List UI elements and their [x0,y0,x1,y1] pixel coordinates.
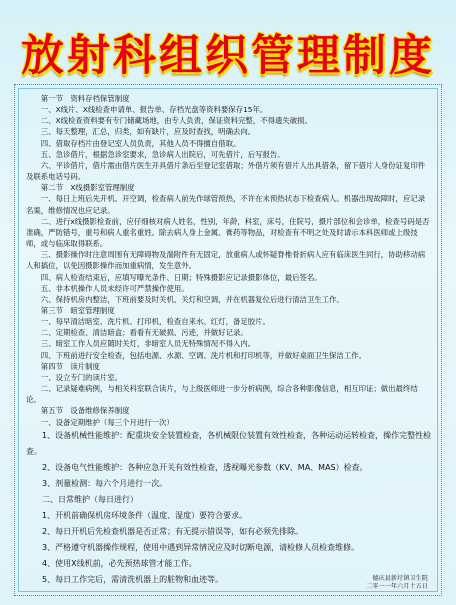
section-item: 六、平诊借片，借片需由借片医生开具借片条后至登记室借取；外借片须有借片人出具借条，留下借片人身份证复印件及联系电话号码。 [26,160,426,182]
section-item: 五、急诊借片，根据急诊室要求，急诊病人出院后，可先借片，后写报告。 [40,149,285,159]
maintenance-item: 3、严格遵守机器操作规程，使用中遇到异常情况应及时切断电源，请检修人员检查维修。 [42,542,360,552]
section-item: 一、每日上班后先开机、开空调，检查病人前先作球管预热，不许在未预热状态下检查病人。机器出现故障时，应记录名案，维修情况也应记录。 [26,194,426,215]
maintenance-item: 3、剂量检测：每六个月进行一次。 [42,478,168,488]
footer-signature [366,575,428,591]
section-item: 四、下班前进行安全检查，包括电源、水源、空调、洗片机和打印机等，并做好桌面卫生保洁工作。 [40,350,366,360]
section-item: 二、记录疑难病例，与相关科室联合读片，与上级医师进一步分析病例，综合各种影像信息，相互印证；做出最终结论。 [26,384,418,405]
section-item: 二、进行x线摄影检查前，应仔细核对病人姓名，性别，年龄，科室，床号，住院号，摄片部位和会诊单，检查号码是否准确，严防错号，重号和病人重名重姓。除去病人身上金属、膏药等物品，对检查有不明之处及时请示本科医师或上级技师，或与临床取得联系。 [26,216,430,249]
section-item: 一、设立专门的读片室。 [40,372,123,382]
maintenance-item: 2、每日开机后先检查机器是否正常；有无提示错误等，如有必须先排除。 [42,526,304,536]
footer-org: 德庆县新圩镇卫生院 [372,575,428,582]
section-item: 四、借取存档片由登记室人员负责，其他人员不得擅自借取。 [40,138,241,148]
section-item: 三、每天整理，汇总，归类，如有缺片，应及时查找，明确去向。 [40,127,256,137]
footer-date: 二零一一年六月十五日 [366,583,428,590]
section-item: 一、每早清洁暗室、洗片机、打印机，检查自来水、红灯，备足胶片。 [40,317,270,327]
page-title: 放射科组织管理制度 [21,31,435,81]
maintenance-item: 1、设备机械性能维护：配重块安全装置检查，各机械限位装置有效性检查，各种运动运转检查，操作完整性检查。 [26,430,432,456]
section-heading: 第四节 读片制度 [40,361,100,371]
section-item: 三、摄影操作时注意周围有无障碍物及湍附件有无固定，放重病人或怀疑脊椎骨折病人应有临床医生同行，协助移动病人和搞位，以免因摄影操作而加重病情，发生意外。 [26,250,426,271]
maintenance-item: 2、设备电气性能维护：各种应急开关有效性检查，透视曝光参数（KV、MA、MAS）检查。 [42,462,368,472]
section-item: 三、暗室工作人员应随时关灯，非暗室人员无特殊情况不得入内。 [40,339,256,349]
section-item: 二、X线检查资料要有专门储藏场地，由专人负责，保证资料完整，不得遗失破损。 [40,116,312,126]
section-heading: 第二节 X线摄影室管理制度 [40,183,135,193]
section-item: 六、保持机房内整洁，下班前要及时关机、关灯和空调，并在机器复位后进行清洁卫生工作。 [40,294,344,304]
maintenance-item: 5、每日工作完后，需清洗机器上的脏物和血迹等。 [42,574,224,584]
section-heading: 第五节 设备维修保养制度 [40,406,130,416]
section-item: 四、病人检查结束后，应填写曝光条件、日期；特殊摄影应记录摄影体位，最后签名。 [40,272,322,282]
maintenance-item: 1、开机前确保机房环境条件（温度、湿度）要符合要求。 [42,510,248,520]
section-item: 二、定期检查、清洁暗盒；看看有无破损、污迹，并做好记录。 [40,328,248,338]
section-heading: 第三节 暗室管理制度 [40,305,115,315]
section-item: 一、设备定期维护（每三个月进行一次） [40,417,174,427]
section-heading: 第一节 资料存档保管制度 [40,94,130,103]
section-item: 五、非本机操作人员未经许可严禁操作使用。 [40,283,189,293]
maintenance-item: 4、使用X线机前，必先预热球管才能工作。 [42,558,197,568]
daily-heading: 二、日常维护（每日进行） [42,494,138,504]
regulation-text [26,93,432,588]
section-item: 一、X线片、X线检查申请单、报告单、存档光盘等资料要保存15年。 [40,105,268,115]
